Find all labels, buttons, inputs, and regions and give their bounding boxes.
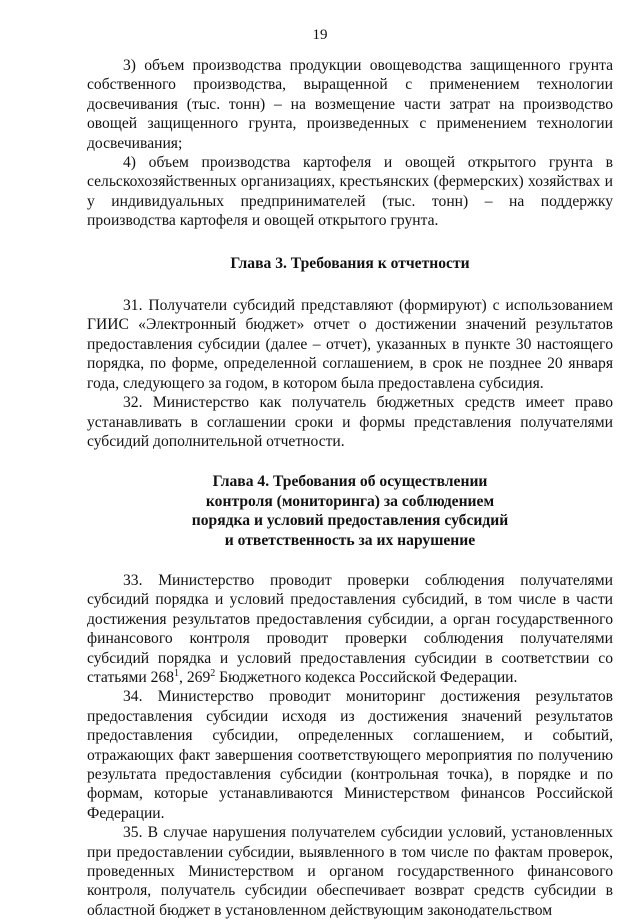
paragraph-item-4: 4) объем производства картофеля и овощей открытого грунта в сельскохозяйственных организациях, крестьянских (фермерских) хозяйствах и у индивидуальных предпринимателей (тыс. тонн) – на поддержку производства картофеля и овощей открытого грунта. [87,154,613,230]
document-body [87,56,613,920]
page-number: 19 [312,27,328,43]
chapter-4-heading-line: порядка и условий предоставления субсидий [191,512,509,530]
superscript: 2 [210,667,216,679]
superscript: 1 [174,667,180,679]
chapter-4-heading-line: контроля (мониторинга) за соблюдением [205,492,495,510]
chapter-4-heading-line: и ответственность за их нарушение [224,531,476,549]
paragraph-item-3: 3) объем производства продукции овощеводства защищенного грунта собственного производства, выращенной с применением технологии досвечивания (тыс. тонн) – на возмещение части затрат на производство овощей защищенного грунта, произведенных с применением технологии досвечивания; [87,57,613,152]
paragraph-32: 32. Министерство как получатель бюджетных средств имеет право устанавливать в соглашении сроки и формы представления получателями субсидий дополнительной отчетности. [87,394,613,450]
chapter-4-heading [87,472,613,550]
chapter-4-heading-line: Глава 4. Требования об осуществлении [212,473,488,491]
paragraph-33-mid: , 269 [179,668,211,686]
chapter-3-heading: Глава 3. Требования к отчетности [230,254,470,272]
paragraph-34: 34. Министерство проводит мониторинг достижения результатов предоставления субсидии исходя из достижения значений результатов предоставления субсидии, определенных соглашением, и событий, отражающих факт завершения соответствующего мероприятия по получению результата предоставления субсидии (контрольная точка), в порядке и по формам, которые устанавливаются Министерством финансов Российской Федерации. [87,688,613,822]
paragraph-33 [87,571,613,687]
paragraph-33-text: 33. Министерство проводит проверки соблюдения получателями субсидий порядка и условий предоставления субсидий, в том числе в части достижения результатов предоставления субсидии, а орган государственного финансового контроля проводит проверки соблюдения получателями субсидий порядка и условий предоставления субсидии в соответствии со статьями 268 [87,571,613,686]
paragraph-35: 35. В случае нарушения получателем субсидии условий, установленных при предоставлении субсидии, выявленного в том числе по фактам проверок, проведенных Министерством и органом государственного финансового контроля, получатель субсидии обеспечивает возврат средств субсидии в областной бюджет в установленном действующим законодательством [87,824,613,919]
paragraph-31: 31. Получатели субсидий представляют (формируют) с использованием ГИИС «Электронный бюджет» отчет о достижении значений результатов предоставления субсидии (далее – отчет), указанных в пункте 30 настоящего порядка, по форме, определенной соглашением, в срок не позднее 20 января года, следующего за годом, в котором была предоставлена субсидия. [87,297,613,392]
paragraph-33-end: Бюджетного кодекса Российской Федерации. [215,668,518,686]
